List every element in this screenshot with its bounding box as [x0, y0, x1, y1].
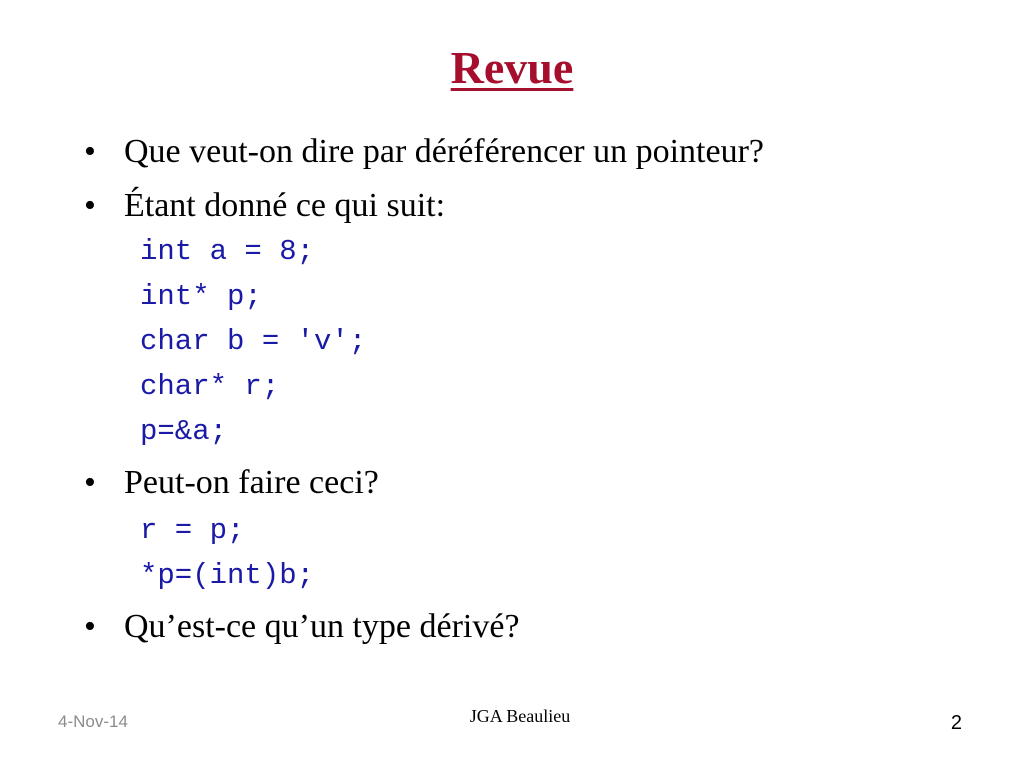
- bullet-text: Peut-on faire ceci?: [124, 464, 379, 501]
- footer-author: JGA Beaulieu: [469, 706, 571, 726]
- bullet-glyph: •: [84, 187, 96, 224]
- bullet-item: [84, 607, 520, 647]
- bullet-glyph: •: [84, 133, 96, 170]
- bullet-glyph: •: [84, 464, 96, 501]
- code-line: int* p;: [140, 280, 262, 313]
- code-line: char b = 'v';: [140, 325, 367, 358]
- code-line: r = p;: [140, 514, 245, 547]
- bullet-item: [84, 463, 379, 503]
- bullet-item: [84, 186, 445, 226]
- bullet-item: [84, 132, 764, 172]
- code-line: int a = 8;: [140, 235, 315, 268]
- footer-date: 4-Nov-14: [58, 712, 128, 731]
- bullet-text: Étant donné ce qui suit:: [124, 187, 446, 224]
- slide-title: Revue: [450, 42, 574, 93]
- bullet-text: Qu’est-ce qu’un type dérivé?: [124, 608, 520, 645]
- code-line: *p=(int)b;: [140, 559, 315, 592]
- bullet-glyph: •: [84, 608, 96, 645]
- code-line: p=&a;: [140, 415, 228, 448]
- bullet-text: Que veut-on dire par déréférencer un pointeur?: [124, 133, 765, 170]
- code-line: char* r;: [140, 370, 280, 403]
- page-number: 2: [950, 712, 962, 734]
